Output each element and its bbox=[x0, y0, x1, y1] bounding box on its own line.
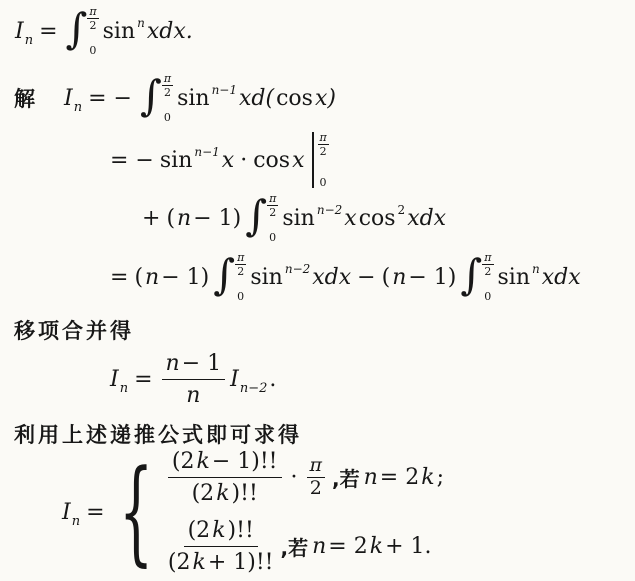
equals-2: = 2 bbox=[379, 465, 420, 490]
cos-function: cos bbox=[253, 147, 291, 173]
lower-limit-0: 0 bbox=[163, 111, 171, 124]
fraction-double-factorial bbox=[168, 449, 282, 506]
fraction-numerator bbox=[162, 351, 226, 380]
pi-symbol: π bbox=[269, 192, 277, 205]
lower-limit-0: 0 bbox=[269, 231, 277, 244]
minus-one-close: − 1) bbox=[161, 264, 210, 290]
var-x: x bbox=[292, 147, 305, 173]
pi-symbol: π bbox=[484, 251, 492, 264]
equals-2: = 2 bbox=[328, 534, 368, 559]
lower-limit-0: 0 bbox=[319, 176, 327, 189]
plus-1-period: + 1. bbox=[385, 534, 432, 559]
upper-limit-pi-over-2 bbox=[482, 252, 493, 277]
var-k: k bbox=[192, 550, 206, 575]
plus-sign: + bbox=[142, 205, 161, 231]
cases-block bbox=[111, 445, 444, 579]
var-n: n bbox=[145, 264, 160, 290]
var-n: n bbox=[177, 205, 192, 231]
sin-function: sin bbox=[497, 264, 531, 290]
var-k: k bbox=[421, 465, 435, 490]
exponent-n: n bbox=[532, 262, 540, 276]
exponent-n-minus-1: n−1 bbox=[194, 145, 220, 159]
integral-glyph: ∫ bbox=[139, 71, 162, 120]
integral-glyph: ∫ bbox=[65, 4, 88, 53]
exponent-n-minus-2: n−2 bbox=[284, 262, 311, 276]
subscript-n-minus-2: n−2 bbox=[239, 380, 268, 396]
sin-function: sin bbox=[102, 18, 136, 44]
semicolon: ; bbox=[436, 465, 444, 490]
sin-function: sin bbox=[250, 264, 283, 290]
chinese-text: 利用上述递推公式即可求得 bbox=[14, 423, 302, 447]
minus-one-close: − 1) bbox=[408, 264, 457, 290]
upper-limit-pi-over-2 bbox=[318, 132, 329, 157]
evaluation-bar bbox=[312, 132, 329, 188]
pi-symbol: π bbox=[89, 5, 97, 18]
close-dblfact: )!! bbox=[227, 518, 254, 543]
formula-line-2 bbox=[0, 70, 635, 126]
var-I: I bbox=[62, 499, 71, 525]
subscript-n: n bbox=[71, 513, 81, 529]
upper-limit-pi-over-2 bbox=[87, 6, 98, 31]
open-2: (2 bbox=[191, 481, 215, 506]
formula-line-3 bbox=[0, 131, 635, 189]
fraction-denominator bbox=[186, 380, 200, 408]
var-n: n bbox=[165, 350, 180, 376]
minus-1-dblfact: − 1)!! bbox=[211, 449, 278, 474]
integral-glyph: ∫ bbox=[245, 191, 268, 240]
exponent-n-minus-2: n−2 bbox=[316, 203, 343, 217]
open-2: (2 bbox=[171, 449, 195, 474]
integral-limits bbox=[267, 193, 278, 243]
integral-limits bbox=[482, 252, 493, 302]
pi-symbol: π bbox=[307, 456, 326, 478]
plus-1-dblfact: + 1)!! bbox=[207, 550, 274, 575]
upper-limit-pi-over-2 bbox=[267, 193, 278, 218]
var-n: n bbox=[186, 382, 201, 408]
var-x: x bbox=[344, 205, 357, 231]
case-rows bbox=[165, 449, 444, 575]
center-dot: · bbox=[290, 465, 298, 490]
minus-one-close: − 1) bbox=[193, 205, 242, 231]
fraction-denominator bbox=[168, 547, 274, 575]
open-2: (2 bbox=[187, 518, 211, 543]
fraction-denominator bbox=[192, 478, 258, 506]
minus-sign: − bbox=[357, 264, 376, 290]
equals-sign: = bbox=[86, 499, 105, 525]
if-label: ,若 bbox=[332, 467, 360, 491]
exponent-n: n bbox=[137, 16, 145, 30]
denominator-2: 2 bbox=[269, 206, 277, 219]
sin-function: sin bbox=[177, 85, 210, 111]
open-2: (2 bbox=[167, 550, 191, 575]
var-k: k bbox=[212, 518, 226, 543]
formula-line-1 bbox=[0, 4, 635, 58]
var-k: k bbox=[196, 449, 210, 474]
var-x: x bbox=[221, 147, 235, 173]
x-close-paren: x) bbox=[314, 85, 336, 111]
var-I: I bbox=[64, 85, 73, 111]
if-label: ,若 bbox=[280, 536, 309, 560]
denominator-2: 2 bbox=[309, 477, 322, 499]
integrand-xdx: xdx bbox=[541, 264, 581, 290]
formula-line-4 bbox=[0, 191, 635, 245]
text-line-using-recurrence bbox=[0, 419, 635, 449]
pi-symbol: π bbox=[163, 72, 172, 85]
center-dot: · bbox=[240, 147, 248, 173]
equals-minus: = − bbox=[110, 147, 154, 173]
integral-sign bbox=[245, 193, 278, 243]
integrand-xdx: xdx bbox=[407, 205, 447, 231]
integral-limits bbox=[162, 73, 173, 123]
close-dblfact: )!! bbox=[231, 481, 258, 506]
var-n: n bbox=[363, 465, 378, 490]
subscript-n: n bbox=[73, 99, 83, 115]
var-k: k bbox=[216, 481, 230, 506]
case-even bbox=[165, 449, 444, 506]
formula-line-recurrence bbox=[0, 350, 635, 408]
sin-function: sin bbox=[282, 205, 315, 231]
equals-sign: = bbox=[110, 264, 129, 290]
var-n: n bbox=[312, 534, 327, 559]
open-paren: ( bbox=[134, 264, 144, 290]
integral-sign bbox=[66, 6, 99, 56]
denominator-2: 2 bbox=[237, 265, 245, 278]
pi-symbol: π bbox=[319, 131, 327, 144]
upper-limit-pi-over-2 bbox=[162, 73, 173, 98]
integral-limits bbox=[87, 6, 98, 56]
integral-sign bbox=[460, 252, 493, 302]
upper-limit-pi-over-2 bbox=[235, 252, 246, 277]
cos-function: cos bbox=[358, 205, 396, 231]
var-n: n bbox=[392, 264, 407, 290]
solution-label: 解 bbox=[14, 87, 38, 111]
fraction-numerator bbox=[184, 518, 258, 547]
lower-limit-0: 0 bbox=[237, 290, 245, 303]
denominator-2: 2 bbox=[89, 19, 97, 32]
equals-sign: = bbox=[39, 18, 58, 44]
integral-sign bbox=[140, 73, 173, 123]
minus-one: − 1 bbox=[181, 350, 222, 376]
evaluation-limits bbox=[318, 132, 329, 188]
fraction-double-factorial bbox=[168, 518, 274, 575]
integral-glyph: ∫ bbox=[460, 250, 483, 299]
cos-function: cos bbox=[276, 85, 313, 111]
formula-line-piecewise bbox=[0, 445, 635, 579]
var-k: k bbox=[369, 534, 384, 559]
exponent-n-minus-1: n−1 bbox=[211, 83, 237, 97]
period: . bbox=[269, 366, 277, 392]
integral-sign bbox=[213, 252, 246, 302]
var-I: I bbox=[110, 366, 119, 392]
sin-function: sin bbox=[159, 147, 193, 173]
var-I: I bbox=[15, 18, 24, 44]
text-line-rearrange bbox=[0, 315, 635, 345]
page bbox=[0, 4, 635, 581]
var-I: I bbox=[230, 366, 239, 392]
equals-sign: = bbox=[134, 366, 153, 392]
pi-symbol: π bbox=[237, 251, 245, 264]
open-paren: ( bbox=[166, 205, 176, 231]
integrand-xdx: xdx. bbox=[146, 18, 193, 44]
integrand-xdx: xdx bbox=[312, 264, 352, 290]
x-d-open-paren: xd( bbox=[239, 85, 275, 111]
subscript-n: n bbox=[24, 32, 34, 48]
exponent-2: 2 bbox=[397, 203, 406, 217]
fraction-n-minus-1-over-n bbox=[162, 351, 226, 408]
denominator-2: 2 bbox=[484, 265, 492, 278]
open-paren: ( bbox=[381, 264, 391, 290]
lower-limit-0: 0 bbox=[484, 290, 492, 303]
chinese-text: 移项合并得 bbox=[14, 319, 134, 343]
subscript-n: n bbox=[119, 380, 129, 396]
left-brace: { bbox=[118, 445, 153, 579]
formula-line-5 bbox=[0, 249, 635, 305]
vertical-bar bbox=[312, 132, 314, 188]
lower-limit-0: 0 bbox=[89, 44, 97, 57]
case-odd bbox=[165, 518, 444, 575]
integral-limits bbox=[235, 252, 246, 302]
equals-minus: = − bbox=[88, 85, 132, 111]
denominator-2: 2 bbox=[163, 86, 171, 99]
fraction-numerator bbox=[168, 449, 282, 478]
integral-glyph: ∫ bbox=[213, 250, 236, 299]
denominator-2: 2 bbox=[319, 145, 327, 158]
pi-over-2 bbox=[307, 456, 326, 499]
